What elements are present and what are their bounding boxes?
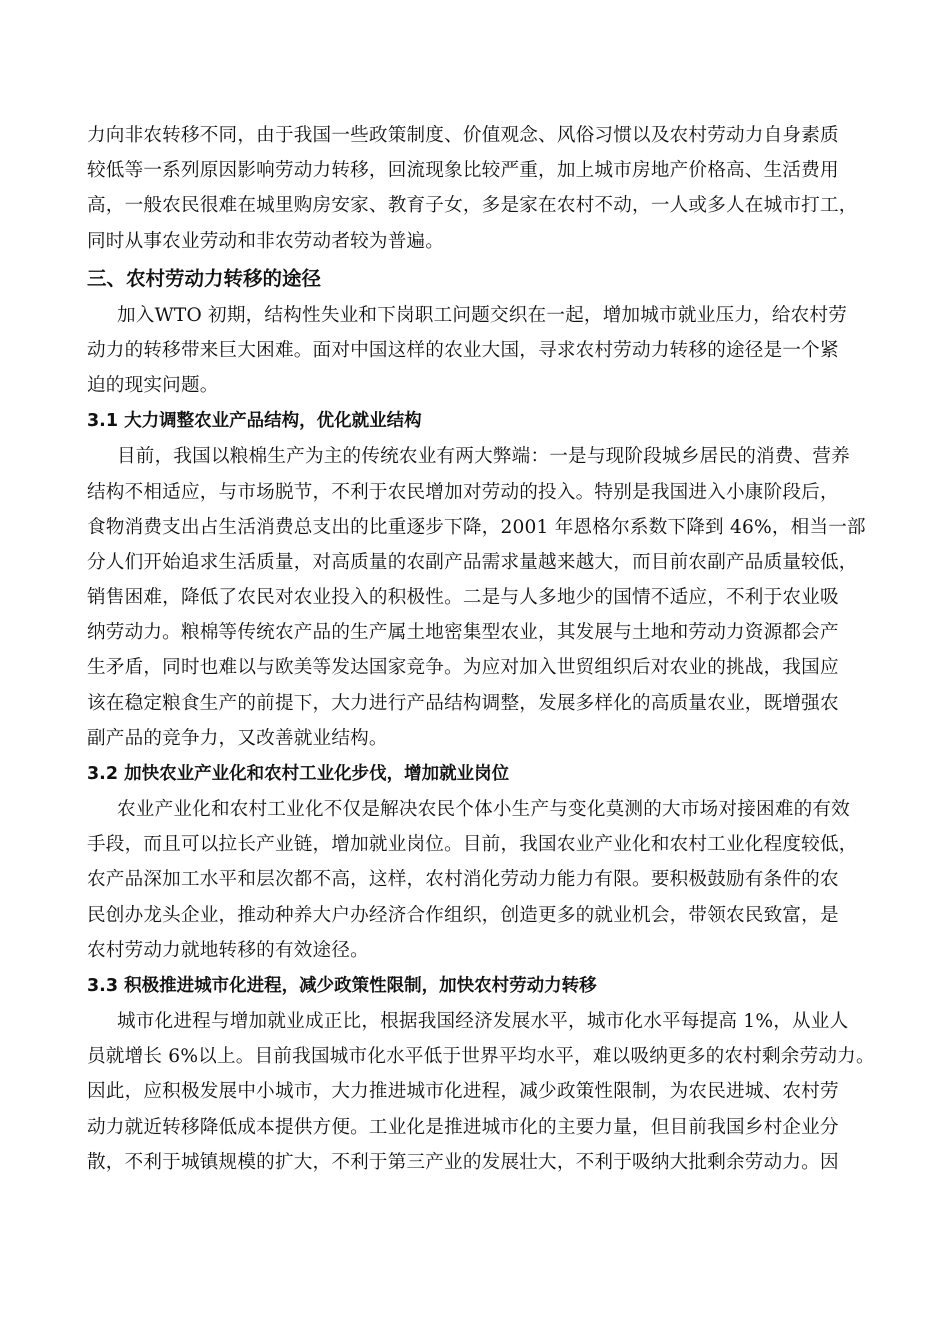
text-line: 该在稳定粮食生产的前提下，大力进行产品结构调整，发展多样化的高质量农业，既增强农 (87, 692, 839, 714)
section-heading: 三、农村劳动力转移的途径 (87, 266, 322, 290)
text-line: 纳劳动力。粮棉等传统农产品的生产属土地密集型农业，其发展与土地和劳动力资源都会产 (87, 622, 839, 644)
text-line: 同时从事农业劳动和非农劳动者较为普遍。 (87, 230, 445, 252)
text-line: 副产品的竞争力，又改善就业结构。 (87, 727, 388, 749)
text-line: 农村劳动力就地转移的有效途径。 (87, 939, 369, 961)
subsection-paragraph (87, 1004, 877, 1180)
text-line: 力向非农转移不同，由于我国一些政策制度、价值观念、风俗习惯以及农村劳动力自身素质 (87, 125, 839, 146)
text-line: 员就增长 6%以上。目前我国城市化水平低于世界平均水平，难以吸纳更多的农村剩余劳动力。 (87, 1046, 875, 1068)
text-line: 食物消费支出占生活消费总支出的比重逐步下降，2001 年恩格尔系数下降到 46%，相当一部 (87, 516, 866, 538)
text-line: 手段，而且可以拉长产业链，增加就业岗位。目前，我国农业产业化和农村工业化程度较低， (87, 834, 858, 856)
text-line: 分人们开始追求生活质量，对高质量的农副产品需求量越来越大，而目前农副产品质量较低， (87, 551, 858, 573)
subsection-heading: 3.1 大力调整农业产品结构，优化就业结构 (87, 411, 422, 432)
text-line: 结构不相适应，与市场脱节，不利于农民增加对劳动的投入。特别是我国进入小康阶段后， (87, 481, 839, 503)
subsection-paragraph (87, 439, 877, 756)
text-line: 散，不利于城镇规模的扩大，不利于第三产业的发展壮大，不利于吸纳大批剩余劳动力。因 (87, 1151, 839, 1173)
text-line: 农产品深加工水平和层次都不高，这样，农村消化劳动力能力有限。要积极鼓励有条件的农 (87, 869, 839, 891)
text-line: 加入WTO 初期，结构性失业和下岗职工问题交织在一起，增加城市就业压力，给农村劳 (117, 304, 848, 326)
text-line: 民创办龙头企业，推动种养大户办经济合作组织，创造更多的就业机会，带领农民致富，是 (87, 904, 839, 926)
text-line: 因此，应积极发展中小城市，大力推进城市化进程，减少政策性限制，为农民进城、农村劳 (87, 1081, 839, 1103)
intro-paragraph (87, 118, 877, 259)
text-line: 生矛盾，同时也难以与欧美等发达国家竞争。为应对加入世贸组织后对农业的挑战，我国应 (87, 657, 839, 679)
text-line: 动力就近转移降低成本提供方便。工业化是推进城市化的主要力量，但目前我国乡村企业分 (87, 1116, 839, 1138)
text-line: 农业产业化和农村工业化不仅是解决农民个体小生产与变化莫测的大市场对接困难的有效 (117, 799, 850, 820)
subsection-heading: 3.3 积极推进城市化进程，减少政策性限制，加快农村劳动力转移 (87, 975, 597, 996)
document-page (87, 118, 877, 1180)
text-line: 较低等一系列原因影响劳动力转移，回流现象比较严重，加上城市房地产价格高、生活费用 (87, 160, 839, 182)
text-line: 销售困难，降低了农民对农业投入的积极性。二是与人多地少的国情不适应，不利于农业吸 (87, 587, 839, 609)
text-line: 动力的转移带来巨大困难。面对中国这样的农业大国，寻求农村劳动力转移的途径是一个紧 (87, 339, 839, 361)
text-line: 迫的现实问题。 (87, 375, 219, 397)
text-line: 城市化进程与增加就业成正比，根据我国经济发展水平，城市化水平每提高 1%，从业人 (117, 1010, 849, 1032)
subsection-heading: 3.2 加快农业产业化和农村工业化步伐，增加就业岗位 (87, 764, 510, 784)
section-intro-paragraph (87, 298, 877, 404)
text-line: 目前，我国以粮棉生产为主的传统农业有两大弊端：一是与现阶段城乡居民的消费、营养 (117, 446, 850, 468)
text-line: 高，一般农民很难在城里购房安家、教育子女，多是家在农村不动，一人或多人在城市打工， (87, 195, 858, 217)
subsection-paragraph (87, 792, 877, 968)
